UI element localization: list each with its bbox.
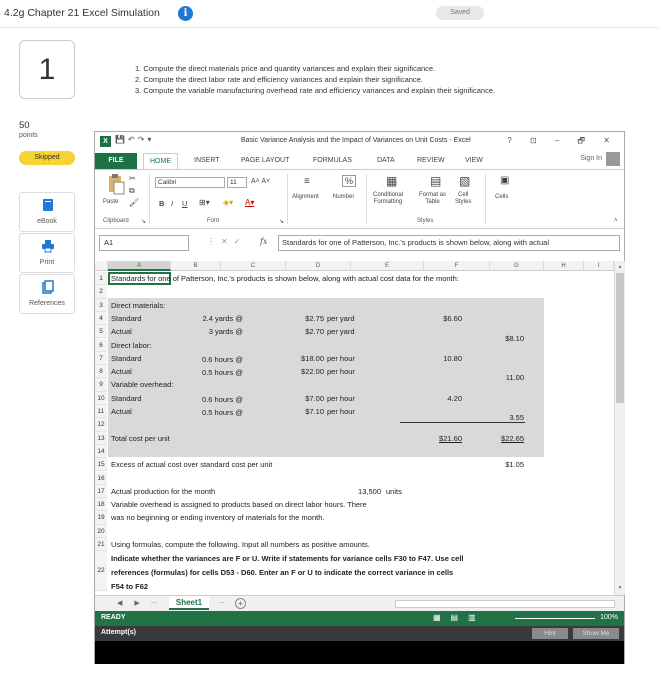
column-header[interactable]: B xyxy=(171,261,221,271)
status-bar xyxy=(95,611,624,626)
cell-b7[interactable]: 0.6 hours @ xyxy=(202,355,243,364)
cell-a15[interactable]: Excess of actual cost over standard cost per unit xyxy=(111,460,273,470)
cell-d10[interactable]: $7.00 xyxy=(305,393,324,403)
number-button[interactable]: Number xyxy=(333,194,355,200)
tab-insert[interactable]: INSERT xyxy=(194,157,220,164)
sheet-tab-bar xyxy=(95,595,624,611)
instruction-item: 3. Compute the variable manufacturing overhead rate and efficiency variances and explain their significance. xyxy=(135,86,496,95)
ribbon xyxy=(95,169,624,229)
assignment-title: 4.2g Chapter 21 Excel Simulation xyxy=(4,7,160,19)
row-header[interactable]: 15 xyxy=(95,458,107,471)
underline-button[interactable]: U xyxy=(182,199,188,208)
formula-input[interactable]: Standards for one of Patterson, Inc.'s products is shown below, along with actual xyxy=(278,235,620,251)
add-sheet-icon[interactable]: + xyxy=(235,598,246,609)
font-launcher-icon[interactable]: ↘ xyxy=(279,219,285,225)
row-header[interactable]: 13 xyxy=(95,432,107,445)
formula-bar xyxy=(95,235,624,251)
row-header[interactable]: 6 xyxy=(95,339,107,352)
collapse-ribbon-icon[interactable]: ˄ xyxy=(614,218,618,224)
status-badge: Skipped xyxy=(19,151,75,165)
format-as-table-button[interactable]: Format as Table xyxy=(419,192,447,205)
view-mode-icons[interactable]: ▦▤▥ xyxy=(433,613,486,622)
format-painter-icon[interactable]: 🖌 xyxy=(129,198,140,207)
name-box[interactable]: A1 xyxy=(99,235,189,251)
cell-a5[interactable]: Actual xyxy=(111,327,132,337)
zoom-slider[interactable] xyxy=(515,618,595,619)
book-icon xyxy=(41,198,55,212)
cell-e10[interactable]: per hour xyxy=(327,393,355,403)
sheet-more-right[interactable]: ... xyxy=(219,598,225,605)
row-header[interactable]: 10 xyxy=(95,392,107,405)
cell-b4[interactable]: 2.4 yards @ xyxy=(202,313,243,323)
sign-in-link[interactable]: Sign In xyxy=(580,155,602,162)
excel-window xyxy=(94,131,625,664)
tab-review[interactable]: REVIEW xyxy=(417,157,445,164)
row-header[interactable]: 11 xyxy=(95,405,107,418)
row-header[interactable]: 1 xyxy=(95,272,107,285)
cell-a22-line2[interactable]: references (formulas) for cells D53 - D60. Enter an F or U to indicate the correct variance in cells xyxy=(111,568,454,577)
instructions-list xyxy=(135,63,495,96)
info-icon[interactable]: i xyxy=(178,6,193,21)
row-header[interactable]: 8 xyxy=(95,365,107,378)
cell-b11[interactable]: 0.5 hours @ xyxy=(202,408,243,417)
print-label: Print xyxy=(39,259,55,266)
scroll-thumb[interactable] xyxy=(616,273,624,403)
cell-g8[interactable]: 11.00 xyxy=(505,373,524,382)
cell-a4[interactable]: Standard xyxy=(111,313,142,323)
total-rule xyxy=(400,422,525,423)
cell-a17[interactable]: Actual production for the month xyxy=(111,486,216,496)
copy-icon[interactable]: ⧉ xyxy=(129,186,135,195)
ribbon-tabs xyxy=(95,151,624,169)
styles-group-label: Styles xyxy=(417,218,434,224)
cell-e7[interactable]: per hour xyxy=(327,353,355,363)
column-header[interactable]: I xyxy=(584,261,614,271)
cell-f10[interactable]: 4.20 xyxy=(447,393,462,403)
vertical-scrollbar[interactable] xyxy=(614,261,625,595)
cell-a9[interactable]: Variable overhead: xyxy=(111,380,174,390)
tab-formulas[interactable]: FORMULAS xyxy=(313,157,352,164)
spreadsheet-grid[interactable] xyxy=(95,261,614,595)
show-me-button[interactable]: Show Me xyxy=(573,628,619,639)
horizontal-scrollbar[interactable] xyxy=(395,600,615,608)
excel-logo-icon: X xyxy=(100,136,111,147)
sheet-more-left[interactable]: ... xyxy=(151,598,157,605)
bottom-panel xyxy=(95,641,624,664)
attempts-label: Attempt(s) xyxy=(101,629,136,636)
instruction-item: 2. Compute the direct labor rate and efficiency variances and explain their significance. xyxy=(135,75,423,84)
cell-e17[interactable]: 13,500 xyxy=(358,486,381,496)
row-header[interactable]: 14 xyxy=(95,445,107,458)
formula-cancel-enter-icons[interactable]: ⋮✕✓ xyxy=(207,237,247,246)
conditional-formatting-button[interactable]: Conditional Formatting xyxy=(373,192,404,205)
sheet-nav-arrows[interactable]: ◀▶ xyxy=(117,600,152,607)
alignment-button[interactable]: Alignment xyxy=(292,194,319,200)
tab-home[interactable]: HOME xyxy=(143,153,178,169)
row-header[interactable]: 17 xyxy=(95,485,107,498)
cell-a8[interactable]: Actual xyxy=(111,367,132,377)
ribbon-divider xyxy=(287,174,288,224)
cell-e5[interactable]: per yard xyxy=(327,327,355,337)
cell-a7[interactable]: Standard xyxy=(111,353,142,363)
row-header[interactable]: 21 xyxy=(95,538,107,551)
cell-a19[interactable]: was no beginning or ending inventory of materials for the month. xyxy=(111,513,325,523)
attempt-bar xyxy=(95,626,624,641)
row-header[interactable]: 12 xyxy=(95,418,107,431)
cell-g13[interactable]: $22.65 xyxy=(501,433,524,443)
cell-b10[interactable]: 0.6 hours @ xyxy=(202,395,243,404)
ebook-button[interactable] xyxy=(19,192,75,232)
borders-icon[interactable]: ⊞▾ xyxy=(199,198,210,207)
scroll-up-icon[interactable]: ▲ xyxy=(617,264,623,270)
tab-data[interactable]: DATA xyxy=(377,157,395,164)
font-size-select[interactable]: 11 xyxy=(227,177,247,188)
references-button[interactable] xyxy=(19,274,75,314)
tab-view[interactable]: VIEW xyxy=(465,157,483,164)
bold-button[interactable]: B xyxy=(159,199,165,208)
ribbon-divider xyxy=(366,174,367,224)
references-icon xyxy=(41,280,55,294)
column-header[interactable]: D xyxy=(286,261,351,271)
cell-d7[interactable]: $18.00 xyxy=(301,353,324,363)
row-header[interactable]: 2 xyxy=(95,285,107,298)
window-controls[interactable]: ? ⊡ – 🗗 ✕ xyxy=(507,136,618,145)
cells-button[interactable]: Cells xyxy=(495,194,509,200)
cell-a21[interactable]: Using formulas, compute the following. Input all numbers as positive amounts. xyxy=(111,540,370,549)
zoom-level[interactable]: 100% xyxy=(600,614,618,621)
ribbon-divider xyxy=(149,174,150,224)
row-header[interactable]: 9 xyxy=(95,378,107,391)
cell-d5[interactable]: $2.70 xyxy=(305,327,324,337)
format-table-icon[interactable]: ▤ xyxy=(430,174,442,188)
font-name-select[interactable]: Calibri xyxy=(155,177,225,188)
references-label: References xyxy=(29,300,65,307)
paste-icon[interactable] xyxy=(107,173,125,195)
saved-badge: Saved xyxy=(436,6,484,20)
top-bar xyxy=(0,0,659,28)
cell-a10[interactable]: Standard xyxy=(111,393,142,403)
function-icon[interactable]: fx xyxy=(260,237,268,246)
print-icon xyxy=(41,239,55,253)
row-header[interactable]: 16 xyxy=(95,472,107,485)
font-color-icon[interactable]: A▾ xyxy=(245,198,255,207)
cell-f13[interactable]: $21.60 xyxy=(439,433,462,443)
cell-g11[interactable]: 3.55 xyxy=(509,413,524,422)
cell-g5[interactable]: $8.10 xyxy=(505,334,524,343)
row-header[interactable]: 19 xyxy=(95,511,107,524)
cell-a11[interactable]: Actual xyxy=(111,407,132,416)
ready-status: READY xyxy=(101,614,126,621)
font-group-label: Font xyxy=(207,218,220,224)
cell-f4[interactable]: $6.60 xyxy=(443,313,462,323)
tab-file[interactable]: FILE xyxy=(95,153,137,169)
row-header[interactable]: 20 xyxy=(95,525,107,538)
row-header[interactable]: 5 xyxy=(95,325,107,338)
row-header[interactable]: 18 xyxy=(95,498,107,511)
fill-color-icon[interactable]: ◈▾ xyxy=(223,198,234,207)
column-header[interactable]: H xyxy=(544,261,584,271)
cell-a6[interactable]: Direct labor: xyxy=(111,340,152,350)
avatar[interactable] xyxy=(606,152,620,166)
cell-e4[interactable]: per yard xyxy=(327,313,355,323)
cell-a22-line3[interactable]: F54 to F62 xyxy=(111,582,149,591)
cell-a13[interactable]: Total cost per unit xyxy=(111,433,170,443)
question-number: 1 xyxy=(19,40,75,99)
paste-button[interactable]: Paste xyxy=(103,199,119,205)
italic-button[interactable]: I xyxy=(171,199,174,208)
clipboard-group-label: Clipboard xyxy=(103,218,129,224)
excel-doc-title: Basic Variance Analysis and the Impact of Variances on Unit Costs - Excel xyxy=(241,137,471,144)
quick-access-toolbar[interactable]: 💾↶↷▾ xyxy=(115,135,155,144)
column-header[interactable]: E xyxy=(351,261,424,271)
column-header[interactable]: G xyxy=(490,261,544,271)
cell-b5[interactable]: 3 yards @ xyxy=(208,327,243,337)
font-grow-button[interactable]: A˄ A˅ xyxy=(251,178,271,185)
cell-d4[interactable]: $2.75 xyxy=(305,313,324,323)
cell-b8[interactable]: 0.5 hours @ xyxy=(202,368,243,377)
alignment-icon[interactable]: ≡ xyxy=(304,176,310,187)
row-header[interactable]: 7 xyxy=(95,352,107,365)
ribbon-divider xyxy=(485,174,486,224)
column-header[interactable]: F xyxy=(424,261,490,271)
cell-d11[interactable]: $7.10 xyxy=(305,407,324,416)
instruction-item: 1. Compute the direct materials price and quantity variances and explain their significance. xyxy=(135,64,436,73)
row-header[interactable]: 22 xyxy=(95,551,107,591)
sheet-tab-sheet1[interactable]: Sheet1 xyxy=(169,596,209,610)
cell-a1[interactable]: Standards for one of Patterson, Inc.'s products is shown below, along with actual cost data for the month: xyxy=(111,274,459,283)
scroll-down-icon[interactable]: ▼ xyxy=(617,585,623,591)
cell-a18[interactable]: Variable overhead is assigned to products based on direct labor hours. There xyxy=(111,500,367,510)
cell-d8[interactable]: $22.00 xyxy=(301,367,324,377)
cell-a22-line1[interactable]: Indicate whether the variances are F or U. Write if statements for variance cells F30 to F47. Use cell xyxy=(111,554,464,563)
cell-e11[interactable]: per hour xyxy=(327,407,355,416)
cell-styles-icon[interactable]: ▧ xyxy=(459,174,471,188)
cell-g15[interactable]: $1.05 xyxy=(505,460,524,470)
cell-a3[interactable]: Direct materials: xyxy=(111,300,166,310)
cell-f17[interactable]: units xyxy=(386,486,402,496)
cells-icon[interactable]: ▣ xyxy=(500,175,510,186)
row-header[interactable]: 4 xyxy=(95,312,107,325)
column-header[interactable]: A xyxy=(108,261,171,271)
clipboard-launcher-icon[interactable]: ↘ xyxy=(141,219,147,225)
column-header[interactable]: C xyxy=(221,261,286,271)
cell-e8[interactable]: per hour xyxy=(327,367,355,377)
cell-f7[interactable]: 10.80 xyxy=(443,353,462,363)
number-format-icon[interactable]: % xyxy=(342,175,356,187)
print-button[interactable] xyxy=(19,233,75,273)
points-label: points xyxy=(19,132,38,139)
ebook-label: eBook xyxy=(37,218,57,225)
tab-page-layout[interactable]: PAGE LAYOUT xyxy=(241,157,290,164)
hint-button[interactable]: Hint xyxy=(532,628,568,639)
cell-styles-button[interactable]: Cell Styles xyxy=(455,192,472,205)
select-all-corner[interactable] xyxy=(95,261,108,271)
excel-title-bar xyxy=(95,132,624,151)
cut-icon[interactable]: ✂ xyxy=(129,174,136,183)
row-header[interactable]: 3 xyxy=(95,299,107,312)
points-value: 50 xyxy=(19,120,30,131)
conditional-formatting-icon[interactable]: ▦ xyxy=(386,174,398,188)
